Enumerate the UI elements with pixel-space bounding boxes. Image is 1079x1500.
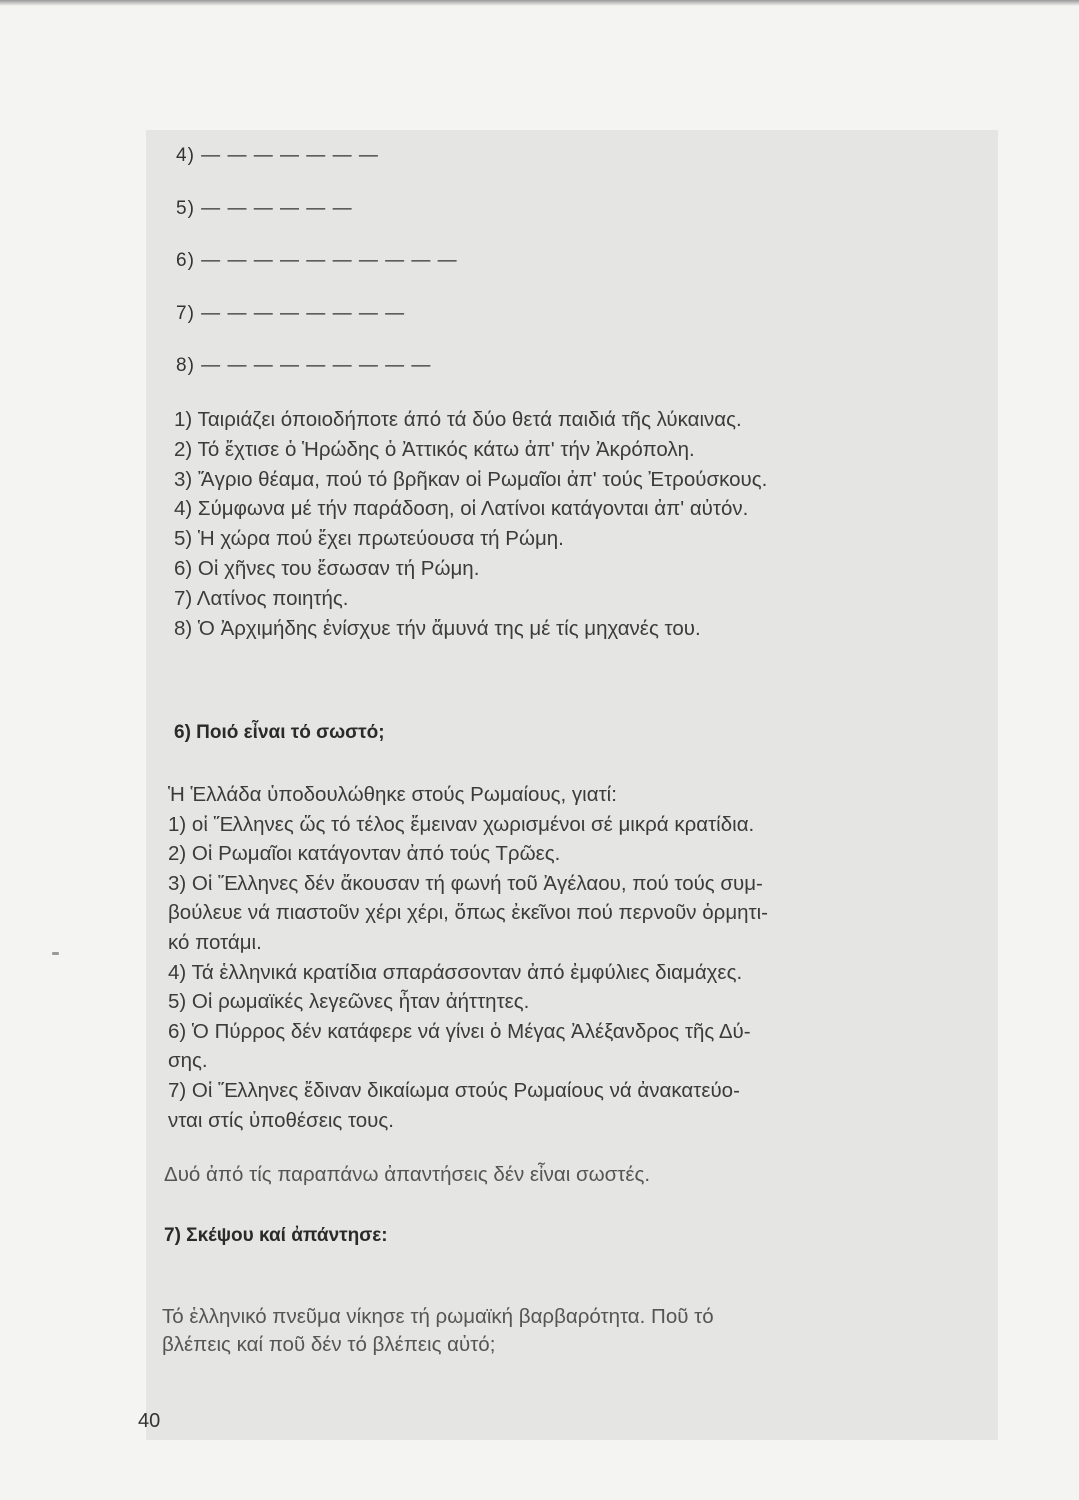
option-5: 5) Οἱ ρωμαϊκές λεγεῶνες ἦταν ἀήττητες. <box>168 990 530 1014</box>
crossword-clues <box>174 405 974 643</box>
scan-speck <box>52 952 59 955</box>
clue-4: 4) Σύμφωνα μέ τήν παράδοση, οἱ Λατίνοι κατάγονται ἀπ' αὐτόν. <box>174 497 749 521</box>
option-3-line-3: κό ποτάμι. <box>168 930 262 954</box>
section-7-line-1: Τό ἑλληνικό πνεῦμα νίκησε τή ρωμαϊκή βαρβαρότητα. Ποῦ τό <box>162 1305 714 1328</box>
clue-3: 3) Ἄγριο θέαμα, πού τό βρῆκαν οἱ Ρωμαῖοι ἀπ' τούς Ἐτρούσκους. <box>174 467 768 491</box>
option-7-line-1: 7) Οἱ Ἕλληνες ἔδιναν δικαίωμα στούς Ρωμαίους νά ἀνακατεύο- <box>168 1078 740 1102</box>
section-7-line-2: βλέπεις καί ποῦ δέν τό βλέπεις αὐτό; <box>162 1333 496 1356</box>
clue-5: 5) Ἡ χώρα πού ἔχει πρωτεύουσα τή Ρώμη. <box>174 527 564 551</box>
answer-blank-6: 6) — — — — — — — — — — <box>176 250 458 271</box>
answer-blank-7: 7) — — — — — — — — <box>176 302 406 324</box>
section-6-heading: 6) Ποιό εἶναι τό σωστό; <box>174 722 385 743</box>
clue-8: 8) Ὁ Ἀρχιμήδης ἐνίσχυε τήν ἄμυνά της μέ τίς μηχανές του. <box>174 616 701 640</box>
option-4: 4) Τά ἑλληνικά κρατίδια σπαράσσονταν ἀπό ἐμφύλιες διαμάχες. <box>168 960 743 984</box>
clue-2: 2) Τό ἔχτισε ὁ Ἡρώδης ὁ Ἀττικός κάτω ἀπ' τήν Ἀκρόπολη. <box>174 437 695 461</box>
answer-blank-8: 8) — — — — — — — — — <box>176 355 432 376</box>
option-7-line-2: νται στίς ὑποθέσεις τους. <box>168 1108 394 1132</box>
page-number: 40 <box>138 1410 161 1432</box>
section-6-question <box>168 780 968 1135</box>
section-7-heading: 7) Σκέψου καί ἀπάντησε: <box>164 1225 388 1246</box>
answer-blank-4: 4) — — — — — — — <box>176 145 379 166</box>
option-6-line-1: 6) Ὁ Πύρρος δέν κατάφερε νά γίνει ὁ Μέγας Ἀλέξανδρος τῆς Δύ- <box>168 1019 751 1043</box>
question-intro: Ἡ Ἑλλάδα ὑποδουλώθηκε στούς Ρωμαίους, γιατί: <box>168 783 617 806</box>
answer-blank-5: 5) — — — — — — <box>176 197 353 219</box>
option-2: 2) Οἱ Ρωμαῖοι κατάγονταν ἀπό τούς Τρῶες. <box>168 842 561 866</box>
section-6-note: Δυό ἀπό τίς παραπάνω ἀπαντήσεις δέν εἶναι σωστές. <box>164 1163 651 1186</box>
clue-1: 1) Ταιριάζει όποιοδήποτε άπό τά δύο θετά παιδιά τῆς λύκαινας. <box>174 408 742 431</box>
page-top-edge <box>0 0 1079 6</box>
option-6-line-2: σης. <box>168 1049 208 1073</box>
crossword-answer-blanks <box>176 140 458 403</box>
section-7-question <box>162 1303 982 1359</box>
option-3-line-2: βούλευε νά πιαστοῦν χέρι χέρι, ὅπως ἐκεῖνοι πού περνοῦν ὁρμητι- <box>168 901 769 925</box>
option-1: 1) οἱ Ἕλληνες ὥς τό τέλος ἔμειναν χωρισμένοι σέ μικρά κρατίδια. <box>168 812 755 836</box>
clue-6: 6) Οἱ χῆνες του ἔσωσαν τή Ρώμη. <box>174 556 480 580</box>
clue-7: 7) Λατίνος ποιητής. <box>174 586 349 610</box>
option-3-line-1: 3) Οἱ Ἕλληνες δέν ἄκουσαν τή φωνή τοῦ Ἀγέλαου, πού τούς συμ- <box>168 871 763 895</box>
